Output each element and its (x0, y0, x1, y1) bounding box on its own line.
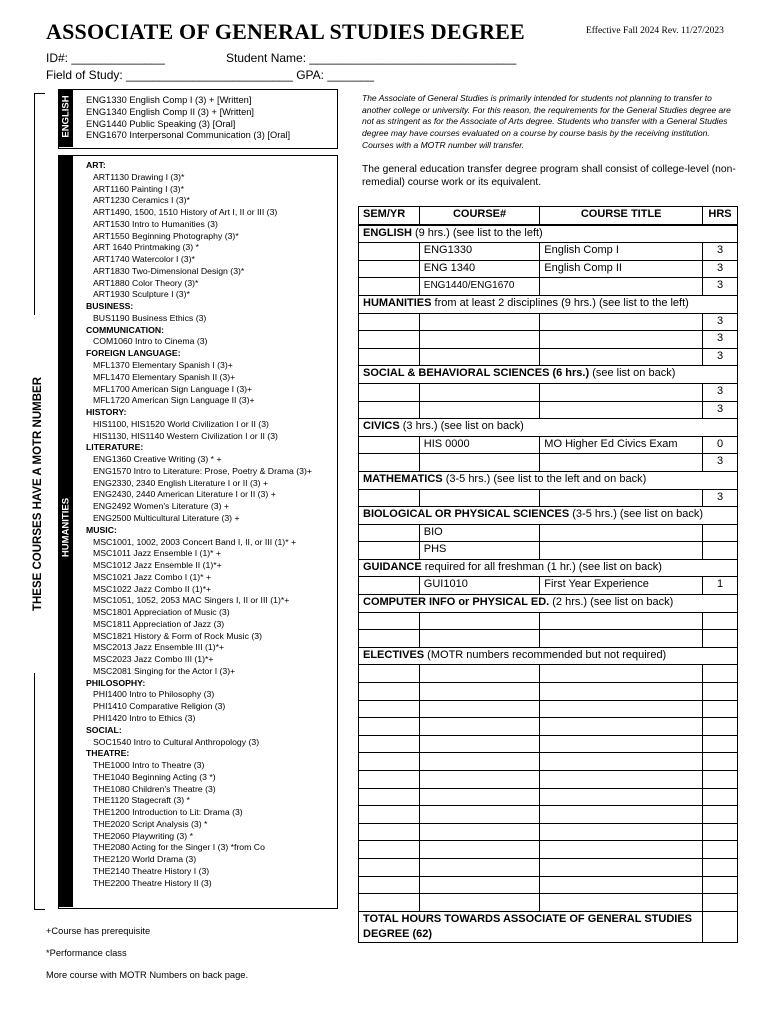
course-number-cell[interactable]: GUI1010 (419, 577, 540, 595)
course-title-cell[interactable] (540, 313, 703, 331)
course-number-cell[interactable] (419, 348, 540, 366)
list-item: MSC1011 Jazz Ensemble I (1)* + (93, 548, 222, 559)
category-heading: LITERATURE: (86, 442, 144, 453)
sem-yr-cell[interactable] (359, 348, 420, 366)
section-title: SOCIAL & BEHAVIORAL SCIENCES (6 hrs.) (363, 367, 590, 380)
course-title-cell[interactable] (540, 858, 703, 876)
course-number-cell[interactable] (419, 806, 540, 824)
sem-yr-cell[interactable] (359, 806, 420, 824)
course-number-cell[interactable] (419, 489, 540, 507)
hours-cell[interactable] (703, 665, 738, 683)
sem-yr-cell[interactable] (359, 313, 420, 331)
hours-cell[interactable] (703, 735, 738, 753)
transfer-note: The general education transfer degree program shall consist of college-level (non-remedial) course work or its equivalent. (362, 164, 736, 188)
course-title-cell[interactable] (540, 383, 703, 401)
hours-cell[interactable] (703, 841, 738, 859)
sem-yr-cell[interactable] (359, 683, 420, 701)
section-row (359, 595, 738, 613)
hours-cell[interactable] (703, 542, 738, 560)
list-item: ART1130 Drawing I (3)* (93, 171, 185, 182)
list-item: ART1740 Watercolor I (3)* (93, 254, 195, 265)
course-title-cell[interactable] (540, 806, 703, 824)
total-hours-cell[interactable] (703, 911, 738, 942)
footnote-performance: *Performance class (46, 948, 127, 958)
table-row (359, 243, 738, 261)
hours-cell[interactable]: 3 (703, 348, 738, 366)
table-row (359, 841, 738, 859)
category-heading: COMMUNICATION: (86, 324, 165, 335)
hours-cell[interactable]: 3 (703, 331, 738, 349)
section-row (359, 471, 738, 489)
hours-cell[interactable] (703, 771, 738, 789)
list-item: MSC1801 Appreciation of Music (3) (93, 607, 230, 618)
table-row (359, 771, 738, 789)
hours-cell[interactable] (703, 894, 738, 912)
list-item: THE1000 Intro to Theatre (3) (93, 760, 205, 771)
humanities-course-list (86, 160, 312, 889)
page-title: ASSOCIATE OF GENERAL STUDIES DEGREE (46, 19, 525, 44)
course-number-cell[interactable] (419, 683, 540, 701)
section-note: (3 hrs.) (see list on back) (399, 420, 524, 433)
course-number-cell[interactable] (419, 788, 540, 806)
list-item: THE1200 Introduction to Lit: Drama (3) (93, 807, 243, 818)
list-item: SOC1540 Intro to Cultural Anthropology (3) (93, 736, 260, 747)
list-item: MSC1001, 1002, 2003 Concert Band I, II, or III (1)* + (93, 536, 297, 547)
hours-cell[interactable] (703, 858, 738, 876)
sem-yr-cell[interactable] (359, 383, 420, 401)
course-title-cell[interactable]: First Year Experience (540, 577, 703, 595)
list-item: MFL1470 Elementary Spanish II (3)+ (93, 371, 236, 382)
category-heading: PHILOSOPHY: (86, 677, 146, 688)
sem-yr-cell[interactable] (359, 823, 420, 841)
course-title-cell[interactable] (540, 524, 703, 542)
footnote-more-courses: More course with MOTR Numbers on back page. (46, 970, 249, 980)
col-course-number: COURSE# (419, 207, 540, 225)
section-heading (359, 507, 738, 525)
course-title-cell[interactable] (540, 401, 703, 419)
list-item: BUS1190 Business Ethics (3) (93, 312, 207, 323)
course-title-cell[interactable] (540, 841, 703, 859)
hours-cell[interactable] (703, 683, 738, 701)
section-note: (3-5 hrs.) (see list on back) (569, 508, 704, 521)
course-title-cell[interactable] (540, 542, 703, 560)
total-row (359, 911, 738, 942)
hours-cell[interactable] (703, 823, 738, 841)
list-item: THE2200 Theatre History II (3) (93, 877, 212, 888)
hours-cell[interactable] (703, 700, 738, 718)
list-item: MSC1051, 1052, 2053 MAC Singers I, II or III (1)*+ (93, 595, 290, 606)
hours-cell[interactable]: 3 (703, 489, 738, 507)
list-item: MSC1022 Jazz Combo II (1)*+ (93, 583, 212, 594)
course-title-cell[interactable] (540, 612, 703, 630)
list-item: PHI1420 Intro to Ethics (3) (93, 712, 196, 723)
course-title-cell[interactable] (540, 348, 703, 366)
section-note: from at least 2 disciplines (9 hrs.) (see list to the left) (431, 296, 689, 309)
course-number-cell[interactable] (419, 841, 540, 859)
sem-yr-cell[interactable] (359, 401, 420, 419)
col-sem-yr: SEM/YR (359, 207, 420, 225)
list-item: ENG2430, 2440 American Literature I or II (3) + (93, 489, 276, 500)
list-item: THE1120 Stagecraft (3) * (93, 795, 190, 806)
course-number-cell[interactable] (419, 313, 540, 331)
section-note: (9 hrs.) (see list to the left) (411, 226, 543, 239)
course-number-cell[interactable] (419, 665, 540, 683)
hours-cell[interactable]: 3 (703, 401, 738, 419)
list-item: ART 1640 Printmaking (3) * (93, 242, 199, 253)
list-item: MSC1012 Jazz Ensemble II (1)*+ (93, 560, 222, 571)
table-row (359, 313, 738, 331)
sem-yr-cell[interactable] (359, 771, 420, 789)
list-item: PHI1400 Intro to Philosophy (3) (93, 689, 215, 700)
hours-cell[interactable] (703, 806, 738, 824)
list-item: THE1040 Beginning Acting (3 *) (93, 771, 216, 782)
sem-yr-cell[interactable] (359, 278, 420, 296)
hours-cell[interactable]: 0 (703, 436, 738, 454)
section-heading (359, 595, 738, 613)
list-item: MFL1720 American Sign Language II (3)+ (93, 395, 255, 406)
table-header-row (359, 207, 738, 225)
course-number-cell[interactable] (419, 331, 540, 349)
course-number-cell[interactable] (419, 771, 540, 789)
list-item: THE2080 Acting for the Singer I (3) *from Co (93, 842, 265, 853)
category-heading: BUSINESS: (86, 301, 134, 312)
english-course-list (86, 95, 290, 142)
sem-yr-cell[interactable] (359, 260, 420, 278)
section-note: required for all freshman (1 hr.) (see list on back) (421, 560, 662, 573)
sem-yr-cell[interactable] (359, 542, 420, 560)
course-title-cell[interactable] (540, 278, 703, 296)
hours-cell[interactable]: 3 (703, 260, 738, 278)
course-title-cell[interactable] (540, 735, 703, 753)
section-title: GUIDANCE (363, 560, 422, 573)
sem-yr-cell[interactable] (359, 489, 420, 507)
course-number-cell[interactable] (419, 823, 540, 841)
list-item: THE1080 Children's Theatre (3) (93, 783, 216, 794)
course-title-cell[interactable] (540, 630, 703, 648)
list-item: MSC2081 Singing for the Actor I (3)+ (93, 665, 236, 676)
section-heading (359, 419, 738, 437)
list-item: ENG1340 English Comp II (3) + [Written] (86, 106, 255, 117)
hours-cell[interactable]: 3 (703, 243, 738, 261)
section-row (359, 419, 738, 437)
list-item: ART1530 Intro to Humanities (3) (93, 218, 218, 229)
course-title-cell[interactable] (540, 788, 703, 806)
section-heading (359, 295, 738, 313)
category-heading: THEATRE: (86, 748, 130, 759)
sem-yr-cell[interactable] (359, 858, 420, 876)
student-name-field[interactable]: Student Name: _______________________________ (226, 51, 517, 65)
section-title: COMPUTER INFO or PHYSICAL ED. (363, 596, 550, 609)
course-title-cell[interactable] (540, 683, 703, 701)
hours-cell[interactable]: 3 (703, 278, 738, 296)
sem-yr-cell[interactable] (359, 630, 420, 648)
footnote-prerequisite: +Course has prerequisite (46, 926, 151, 936)
section-heading (359, 559, 738, 577)
category-heading: HISTORY: (86, 407, 127, 418)
list-item: ENG1570 Intro to Literature: Prose, Poetry & Drama (3)+ (93, 465, 312, 476)
sem-yr-cell[interactable] (359, 718, 420, 736)
sem-yr-cell[interactable] (359, 577, 420, 595)
col-course-title: COURSE TITLE (540, 207, 703, 225)
sem-yr-cell[interactable] (359, 665, 420, 683)
table-row (359, 806, 738, 824)
course-number-cell[interactable] (419, 383, 540, 401)
hours-cell[interactable] (703, 524, 738, 542)
hours-cell[interactable]: 1 (703, 577, 738, 595)
course-number-cell[interactable] (419, 858, 540, 876)
course-title-cell[interactable] (540, 894, 703, 912)
sem-yr-cell[interactable] (359, 612, 420, 630)
list-item: ENG1670 Interpersonal Communication (3) [Oral] (86, 130, 291, 141)
course-number-cell[interactable] (419, 700, 540, 718)
section-heading (359, 225, 738, 243)
hours-cell[interactable]: 3 (703, 383, 738, 401)
course-title-cell[interactable] (540, 665, 703, 683)
list-item: ART1550 Beginning Photography (3)* (93, 230, 239, 241)
list-item: MSC2023 Jazz Combo III (1)*+ (93, 654, 214, 665)
list-item: ART1160 Painting I (3)* (93, 183, 184, 194)
list-item: ENG1440 Public Speaking (3) [Oral] (86, 118, 236, 129)
effective-date: Effective Fall 2024 Rev. 11/27/2023 (586, 26, 724, 36)
course-number-cell[interactable] (419, 630, 540, 648)
list-item: ART1830 Two-Dimensional Design (3)* (93, 265, 245, 276)
hours-cell[interactable] (703, 876, 738, 894)
sem-yr-cell[interactable] (359, 788, 420, 806)
table-row (359, 542, 738, 560)
sem-yr-cell[interactable] (359, 894, 420, 912)
section-row (359, 647, 738, 665)
table-row (359, 489, 738, 507)
list-item: ART1230 Ceramics I (3)* (93, 195, 190, 206)
section-title: HUMANITIES (363, 296, 432, 309)
table-row (359, 894, 738, 912)
section-row (359, 225, 738, 243)
course-number-cell[interactable]: ENG1330 (419, 243, 540, 261)
list-item: ART1490, 1500, 1510 History of Art I, II or III (3) (93, 207, 278, 218)
course-title-cell[interactable] (540, 753, 703, 771)
sem-yr-cell[interactable] (359, 876, 420, 894)
section-note: (2 hrs.) (see list on back) (549, 596, 674, 609)
course-number-cell[interactable]: ENG 1340 (419, 260, 540, 278)
sem-yr-cell[interactable] (359, 331, 420, 349)
section-row (359, 559, 738, 577)
course-number-cell[interactable] (419, 454, 540, 472)
list-item: THE2120 World Drama (3) (93, 854, 197, 865)
sem-yr-cell[interactable] (359, 243, 420, 261)
list-item: HIS1100, HIS1520 World Civilization I or II (3) (93, 418, 269, 429)
list-item: THE2060 Playwriting (3) * (93, 830, 193, 841)
sem-yr-cell[interactable] (359, 524, 420, 542)
list-item: ENG1360 Creative Writing (3) * + (93, 454, 222, 465)
course-title-cell[interactable] (540, 700, 703, 718)
id-field[interactable]: ID#: ______________ (46, 51, 165, 65)
section-title: MATHEMATICS (363, 472, 443, 485)
table-row (359, 630, 738, 648)
list-item: PHI1410 Comparative Religion (3) (93, 701, 226, 712)
table-row (359, 823, 738, 841)
list-item: THE2140 Theatre History I (3) (93, 865, 210, 876)
course-number-cell[interactable] (419, 401, 540, 419)
sem-yr-cell[interactable] (359, 735, 420, 753)
course-number-cell[interactable]: HIS 0000 (419, 436, 540, 454)
sem-yr-cell[interactable] (359, 700, 420, 718)
course-title-cell[interactable] (540, 454, 703, 472)
table-row (359, 612, 738, 630)
intro-paragraph: The Associate of General Studies is primarily intended for students not planning to transfer to another college or university. For this reason, the requirements for the General Studies degree are not as stringent as for the Associate of Arts degree. Students who transfer with a General Studies degree may have courses evaluated on a course by course basis by the receiving institution. Courses with a MOTR number will transfer. (362, 93, 731, 150)
course-title-cell[interactable]: English Comp I (540, 243, 703, 261)
hours-cell[interactable]: 3 (703, 313, 738, 331)
course-title-cell[interactable]: English Comp II (540, 260, 703, 278)
course-number-cell[interactable]: ENG1440/ENG1670 (419, 278, 540, 296)
category-heading: SOCIAL: (86, 724, 122, 735)
table-row (359, 260, 738, 278)
list-item: MSC1821 History & Form of Rock Music (3) (93, 630, 262, 641)
list-item: ENG2330, 2340 English Literature I or II (3) + (93, 477, 269, 488)
hours-cell[interactable] (703, 630, 738, 648)
list-item: ENG2492 Women's Literature (3) + (93, 501, 229, 512)
list-item: MFL1370 Elementary Spanish I (3)+ (93, 360, 233, 371)
list-item: MSC2013 Jazz Ensemble III (1)*+ (93, 642, 225, 653)
table-row (359, 278, 738, 296)
list-item: HIS1130, HIS1140 Western Civilization I or II (3) (93, 430, 278, 441)
course-number-cell[interactable] (419, 753, 540, 771)
course-title-cell[interactable] (540, 876, 703, 894)
course-number-cell[interactable]: BIO (419, 524, 540, 542)
section-title: ENGLISH (363, 226, 412, 239)
list-item: ENG1330 English Comp I (3) + [Written] (86, 95, 252, 105)
table-row (359, 577, 738, 595)
list-item: COM1060 Intro to Cinema (3) (93, 336, 208, 347)
section-heading (359, 471, 738, 489)
section-title: ELECTIVES (363, 648, 425, 661)
section-row (359, 366, 738, 384)
course-title-cell[interactable] (540, 489, 703, 507)
motr-side-label: THESE COURSES HAVE A MOTR NUMBER (32, 315, 44, 673)
list-item: MSC1021 Jazz Combo I (1)* + (93, 571, 212, 582)
table-row (359, 665, 738, 683)
sem-yr-cell[interactable] (359, 841, 420, 859)
course-number-cell[interactable] (419, 894, 540, 912)
table-row (359, 436, 738, 454)
table-row (359, 683, 738, 701)
category-heading: MUSIC: (86, 524, 117, 535)
sem-yr-cell[interactable] (359, 436, 420, 454)
total-hours-label: TOTAL HOURS TOWARDS ASSOCIATE OF GENERAL STUDIES DEGREE (62) (359, 911, 703, 942)
section-row (359, 507, 738, 525)
humanities-tab-label: HUMANITIES (60, 497, 72, 558)
section-heading (359, 647, 738, 665)
category-heading: FOREIGN LANGUAGE: (86, 348, 181, 359)
course-number-cell[interactable] (419, 735, 540, 753)
table-row (359, 524, 738, 542)
section-heading (359, 366, 738, 384)
table-row (359, 735, 738, 753)
course-number-cell[interactable]: PHS (419, 542, 540, 560)
english-tab-label: ENGLISH (60, 95, 72, 138)
field-of-study-gpa-field[interactable]: Field of Study: _________________________ GPA: _______ (46, 68, 375, 82)
hours-cell[interactable] (703, 753, 738, 771)
course-number-cell[interactable] (419, 876, 540, 894)
section-note: (3-5 hrs.) (see list to the left and on back) (442, 472, 647, 485)
table-row (359, 383, 738, 401)
sem-yr-cell[interactable] (359, 753, 420, 771)
course-title-cell[interactable]: MO Higher Ed Civics Exam (540, 436, 703, 454)
category-heading: ART: (86, 160, 106, 170)
course-title-cell[interactable] (540, 718, 703, 736)
table-row (359, 858, 738, 876)
table-row (359, 331, 738, 349)
course-title-cell[interactable] (540, 823, 703, 841)
degree-plan-table (358, 206, 738, 943)
course-number-cell[interactable] (419, 612, 540, 630)
table-row (359, 718, 738, 736)
hours-cell[interactable] (703, 612, 738, 630)
course-number-cell[interactable] (419, 718, 540, 736)
course-title-cell[interactable] (540, 771, 703, 789)
section-title: BIOLOGICAL OR PHYSICAL SCIENCES (363, 508, 570, 521)
list-item: THE2020 Script Analysis (3) * (93, 818, 208, 829)
list-item: ART1880 Color Theory (3)* (93, 277, 199, 288)
table-row (359, 401, 738, 419)
section-note: (MOTR numbers recommended but not required) (424, 648, 667, 661)
list-item: ART1930 Sculpture I (3)* (93, 289, 190, 300)
section-row (359, 295, 738, 313)
list-item: ENG2500 Multicultural Literature (3) + (93, 512, 240, 523)
table-row (359, 454, 738, 472)
section-note: (see list on back) (589, 367, 676, 380)
col-hours: HRS (703, 207, 738, 225)
table-row (359, 753, 738, 771)
list-item: MFL1700 American Sign Language I (3)+ (93, 383, 253, 394)
table-row (359, 348, 738, 366)
hours-cell[interactable] (703, 788, 738, 806)
section-title: CIVICS (363, 420, 400, 433)
course-title-cell[interactable] (540, 331, 703, 349)
table-row (359, 700, 738, 718)
hours-cell[interactable] (703, 718, 738, 736)
hours-cell[interactable]: 3 (703, 454, 738, 472)
list-item: MSC1811 Appreciation of Jazz (3) (93, 618, 225, 629)
table-row (359, 788, 738, 806)
sem-yr-cell[interactable] (359, 454, 420, 472)
table-row (359, 876, 738, 894)
